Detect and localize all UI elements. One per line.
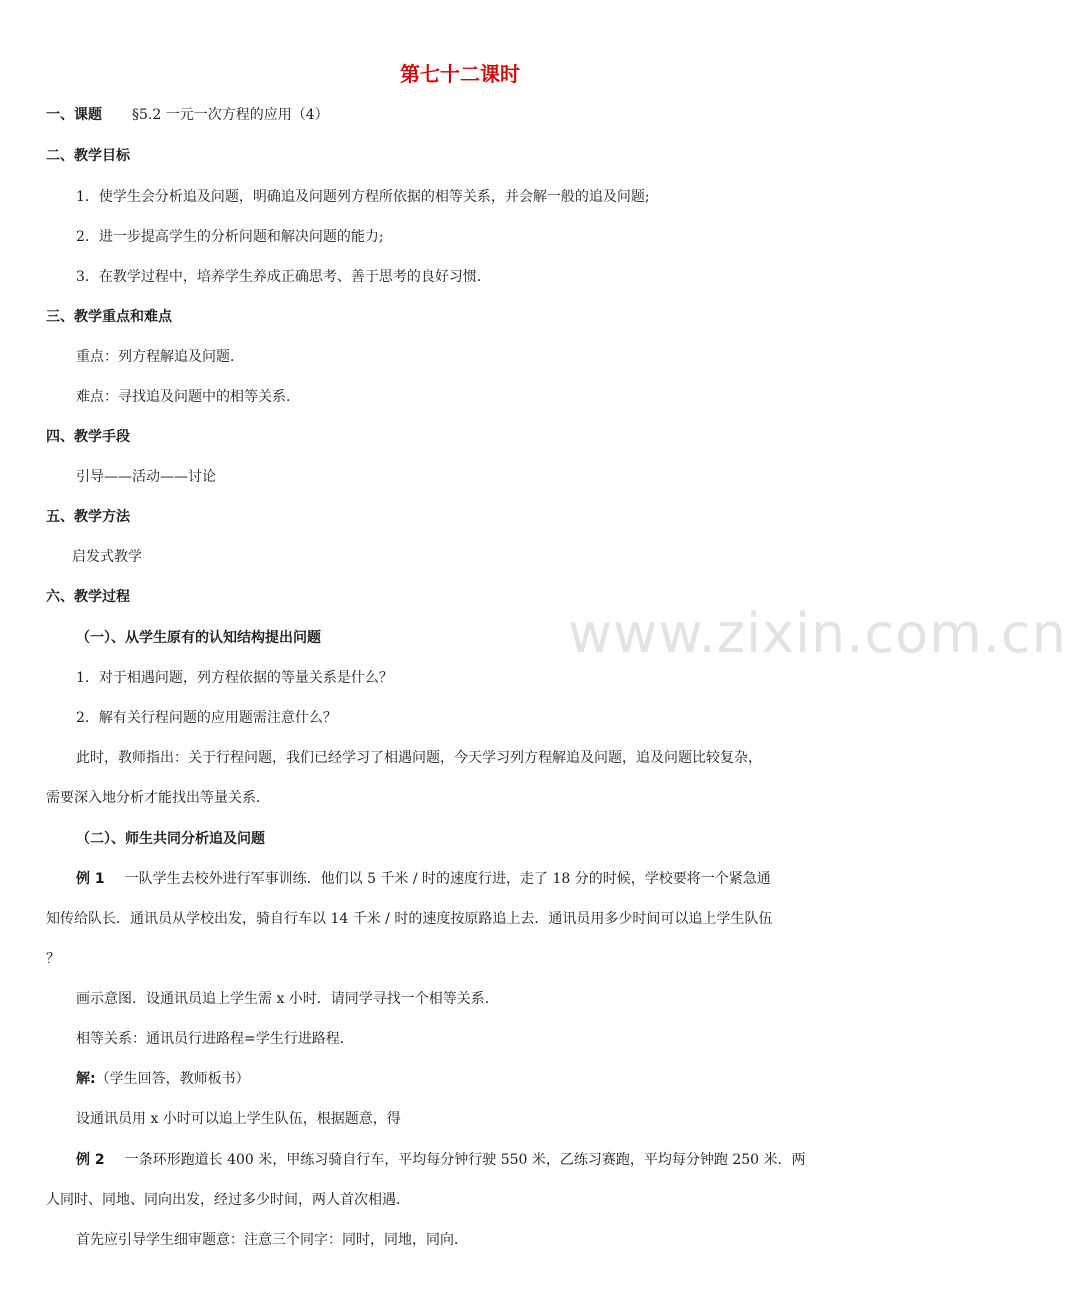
teaching-means: 引导——活动——讨论 [76, 469, 216, 485]
solution-setup: 设通讯员用 x 小时可以追上学生队伍，根据题意，得 [76, 1111, 401, 1127]
example-1-cont: 知传给队长．通讯员从学校出发，骑自行车以 14 千米 / 时的速度按原路追上去．通讯员用多少时间可以追上学生队伍 [46, 911, 773, 927]
teacher-note: 此时，教师指出：关于行程问题，我们已经学习了相遇问题，今天学习列方程解追及问题，追及问题比较复杂， [76, 750, 762, 766]
section-heading: 一、课题 [46, 107, 102, 123]
solution [76, 1068, 250, 1088]
example-text: 一队学生去校外进行军事训练．他们以 5 千米 / 时的速度行进，走了 18 分的时候，学校要将一个紧急通 [124, 871, 771, 887]
objective-item: 3．在教学过程中，培养学生养成正确思考、善于思考的良好习惯． [76, 269, 491, 285]
objective-item: 1．使学生会分析追及问题，明确追及问题列方程所依据的相等关系，并会解一般的追及问题; [76, 189, 650, 205]
equality-relation: 相等关系：通讯员行进路程=学生行进路程． [76, 1031, 354, 1047]
example-1-cont: ？ [46, 951, 60, 967]
section-heading: 二、教学目标 [46, 148, 130, 164]
page-title: 第七十二课时 [400, 62, 520, 86]
key-point: 重点：列方程解追及问题． [76, 349, 244, 365]
example-label: 例 1 [76, 871, 105, 887]
solution-text: （学生回答，教师板书） [95, 1071, 250, 1087]
objective-item: 2．进一步提高学生的分析问题和解决问题的能力; [76, 229, 384, 245]
question-item: 2．解有关行程问题的应用题需注意什么？ [76, 710, 337, 726]
example-1 [76, 868, 771, 888]
example-2-cont: 人同时、同地、同向出发，经过多少时间，两人首次相遇． [46, 1192, 410, 1208]
solution-label: 解: [76, 1071, 96, 1087]
watermark: www.zixin.com.cn [568, 602, 1067, 665]
teaching-method: 启发式教学 [72, 549, 142, 565]
section-heading: 三、教学重点和难点 [46, 309, 172, 325]
subsection-heading: （一）、从学生原有的认知结构提出问题 [76, 630, 321, 646]
section-heading: 六、教学过程 [46, 589, 130, 605]
question-item: 1．对于相遇问题，列方程依据的等量关系是什么？ [76, 670, 393, 686]
diagram-instruction: 画示意图．设通讯员追上学生需 x 小时．请同学寻找一个相等关系． [76, 991, 499, 1007]
difficult-point: 难点：寻找追及问题中的相等关系． [76, 389, 300, 405]
example-text: 一条环形跑道长 400 米，甲练习骑自行车，平均每分钟行驶 550 米，乙练习赛跑，平均每分钟跑 250 米．两 [124, 1152, 806, 1168]
topic-text: §5.2 一元一次方程的应用（4） [132, 107, 329, 123]
section-heading: 五、教学方法 [46, 509, 130, 525]
section-topic [46, 104, 329, 124]
guidance-note: 首先应引导学生细审题意：注意三个同字：同时，同地，同向． [76, 1232, 468, 1248]
teacher-note-cont: 需要深入地分析才能找出等量关系． [46, 790, 270, 806]
example-2 [76, 1149, 806, 1169]
subsection-heading: （二）、师生共同分析追及问题 [76, 831, 265, 847]
section-heading: 四、教学手段 [46, 429, 130, 445]
example-label: 例 2 [76, 1152, 105, 1168]
